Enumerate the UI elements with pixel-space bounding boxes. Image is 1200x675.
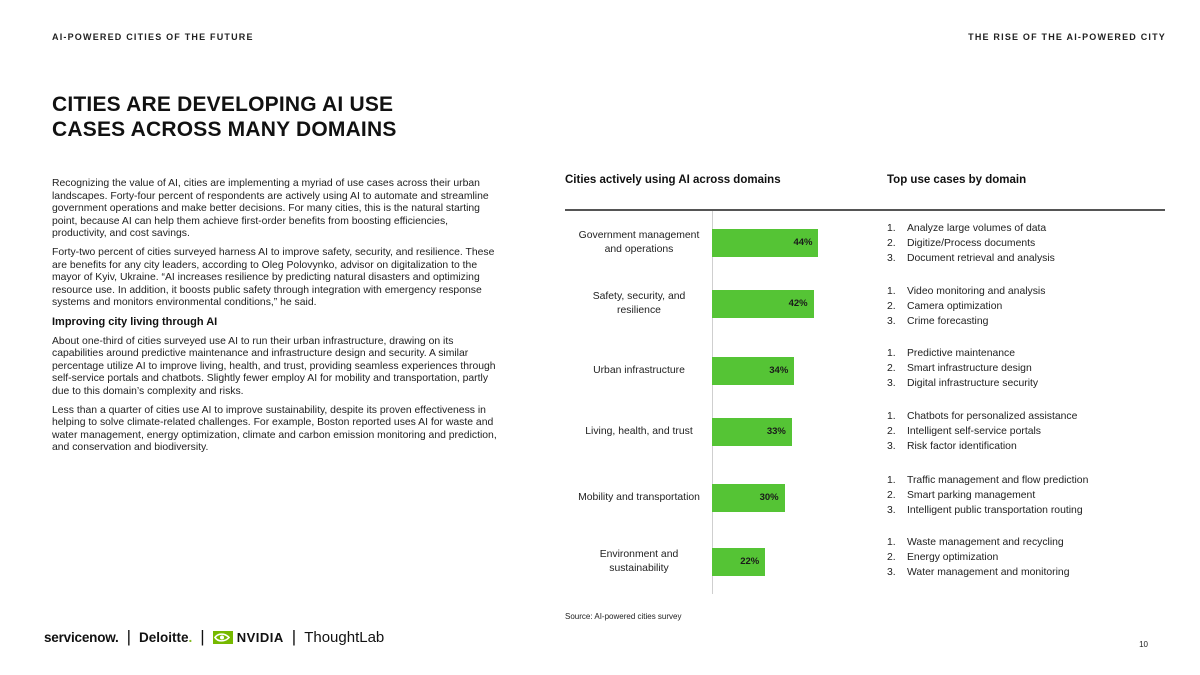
nvidia-logo-text: NVIDIA: [236, 629, 284, 645]
use-case-text: Energy optimization: [907, 552, 999, 563]
use-case-number: 2.: [887, 238, 896, 249]
use-case-number: 1.: [887, 537, 896, 548]
logo-separator: |: [291, 627, 297, 646]
paragraph-4: Less than a quarter of cities use AI to improve sustainability, despite its proven effectiveness in helping to solve climate-related challenges. For example, Boston reported uses AI for waste and water management, energy optimization, climate and carbon emission monitoring and prediction, and conservation and biodiversity.: [52, 404, 497, 454]
use-case-item: [887, 473, 1088, 488]
use-case-text: Analyze large volumes of data: [907, 223, 1047, 234]
use-case-text: Chatbots for personalized assistance: [907, 411, 1078, 422]
bar-value-label: 34%: [769, 365, 789, 376]
use-case-number: 2.: [887, 363, 896, 374]
bar: [712, 229, 818, 257]
use-case-number: 2.: [887, 490, 896, 501]
use-case-item: [887, 221, 1055, 236]
category-label: Urban infrastructure: [593, 365, 685, 376]
use-case-text: Intelligent self-service portals: [907, 426, 1041, 437]
bar: [712, 548, 765, 576]
use-case-number: 1.: [887, 286, 896, 297]
servicenow-logo: servicenow.: [44, 629, 119, 645]
use-case-text: Waste management and recycling: [907, 537, 1064, 548]
use-case-number: 1.: [887, 475, 896, 486]
nvidia-logo: [213, 630, 284, 645]
deloitte-logo-text: Deloitte: [139, 629, 189, 645]
use-case-text: Traffic management and flow prediction: [907, 475, 1089, 486]
bar: [712, 290, 814, 318]
use-case-item: [887, 251, 1055, 266]
use-case-text: Smart infrastructure design: [907, 363, 1032, 374]
use-case-text: Crime forecasting: [907, 316, 989, 327]
use-case-number: 3.: [887, 253, 896, 264]
use-case-item: [887, 236, 1055, 251]
use-case-text: Digitize/Process documents: [907, 238, 1036, 249]
nvidia-eye-icon: [213, 631, 233, 644]
header-right-label: THE RISE OF THE AI-POWERED CITY: [968, 32, 1166, 42]
use-case-item: [887, 376, 1038, 391]
use-case-number: 3.: [887, 567, 896, 578]
bar-value-label: 22%: [740, 556, 760, 567]
category-label: Living, health, and trust: [585, 426, 693, 437]
paragraph-2: Forty-two percent of cities surveyed harness AI to improve safety, security, and resilience. These are benefits for any city leaders, according to Oleg Polovynko, advisor on digitalization to the mayor of Kyiv, Ukraine. “AI increases resilience by predicting natural disasters and optimizing resource use. In addition, it boosts public safety through integration with emergency response systems and monitors environmental conditions,” he said.: [52, 246, 495, 309]
thoughtlab-logo: ThoughtLab: [304, 628, 385, 646]
logo-separator: |: [200, 627, 205, 646]
partner-logos: [44, 627, 384, 647]
subheading: Improving city living through AI: [52, 315, 218, 328]
deloitte-logo: [139, 630, 192, 645]
use-cases-title: Top use cases by domain: [887, 174, 1027, 186]
use-case-number: 3.: [887, 316, 896, 327]
use-case-text: Video monitoring and analysis: [907, 286, 1046, 297]
use-case-text: Intelligent public transportation routing: [907, 505, 1083, 516]
use-case-number: 3.: [887, 378, 896, 389]
page-title-line-2: CASES ACROSS MANY DOMAINS: [52, 118, 397, 141]
chart-source: Source: AI-powered cities survey: [565, 612, 682, 621]
use-case-text: Camera optimization: [907, 301, 1003, 312]
page-number: 10: [1139, 640, 1148, 649]
use-case-text: Predictive maintenance: [907, 348, 1016, 359]
use-case-text: Document retrieval and analysis: [907, 253, 1055, 264]
bar-value-label: 42%: [788, 298, 808, 309]
page-title: [52, 92, 572, 142]
category-label: Government management and operations: [578, 230, 700, 255]
use-case-number: 3.: [887, 505, 896, 516]
use-case-number: 2.: [887, 301, 896, 312]
use-case-item: [887, 346, 1038, 361]
use-case-number: 1.: [887, 223, 896, 234]
body-text: [52, 178, 502, 461]
use-case-list: [887, 535, 1070, 580]
use-case-text: Smart parking management: [907, 490, 1036, 501]
use-case-number: 3.: [887, 441, 896, 452]
use-case-number: 2.: [887, 552, 896, 563]
use-case-item: [887, 284, 1045, 299]
category-label: Mobility and transportation: [578, 492, 700, 503]
use-case-number: 2.: [887, 426, 896, 437]
chart-axis-line: [712, 211, 713, 594]
bar: [712, 418, 792, 446]
header-rule: [565, 209, 1165, 211]
page-title-line-1: CITIES ARE DEVELOPING AI USE: [52, 93, 394, 116]
use-case-item: [887, 439, 1077, 454]
use-case-item: [887, 361, 1038, 376]
bar-value-label: 30%: [759, 492, 779, 503]
use-case-number: 1.: [887, 348, 896, 359]
bar-value-label: 33%: [766, 426, 786, 437]
use-case-item: [887, 488, 1088, 503]
category-label: Environment and sustainability: [599, 549, 679, 574]
use-case-list: [887, 346, 1038, 391]
use-case-list: [887, 221, 1055, 266]
bar: [712, 357, 794, 385]
category-label: Safety, security, and resilience: [592, 291, 686, 316]
use-case-number: 1.: [887, 411, 896, 422]
use-case-item: [887, 299, 1045, 314]
use-case-text: Risk factor identification: [907, 441, 1017, 452]
use-case-item: [887, 424, 1077, 439]
use-case-text: Water management and monitoring: [907, 567, 1070, 578]
logo-separator: |: [126, 627, 132, 646]
bar-value-label: 44%: [793, 237, 813, 248]
use-case-list: [887, 473, 1088, 518]
use-case-text: Digital infrastructure security: [907, 378, 1039, 389]
chart-title: Cities actively using AI across domains: [565, 174, 781, 186]
use-case-list: [887, 409, 1077, 454]
paragraph-3: About one-third of cities surveyed use AI to run their urban infrastructure, drawing on its capabilities around predictive maintenance and infrastructure design and security. A similar percentage utilize AI to improve living, health, and trust, providing seamless experiences through self-service portals and chatbots. Slightly fewer employ AI for mobility and transportation, partly due to this domain’s complexity and risks.: [52, 335, 496, 397]
paragraph-1: Recognizing the value of AI, cities are implementing a myriad of use cases across their urban landscapes. Forty-four percent of respondents are actively using AI to automate and streamline government operations and make better decisions. For many cities, this is the natural starting point, because AI can help them achieve first-order benefits from boosting efficiencies, productivity, and cost savings.: [52, 178, 489, 240]
use-case-item: [887, 314, 1045, 329]
header-left-label: AI-POWERED CITIES OF THE FUTURE: [52, 32, 254, 42]
use-case-item: [887, 565, 1070, 580]
use-case-item: [887, 503, 1088, 518]
deloitte-logo-dot: .: [188, 629, 193, 645]
use-case-item: [887, 409, 1077, 424]
bar: [712, 484, 785, 512]
use-case-list: [887, 284, 1045, 329]
use-case-item: [887, 535, 1070, 550]
use-case-item: [887, 550, 1070, 565]
